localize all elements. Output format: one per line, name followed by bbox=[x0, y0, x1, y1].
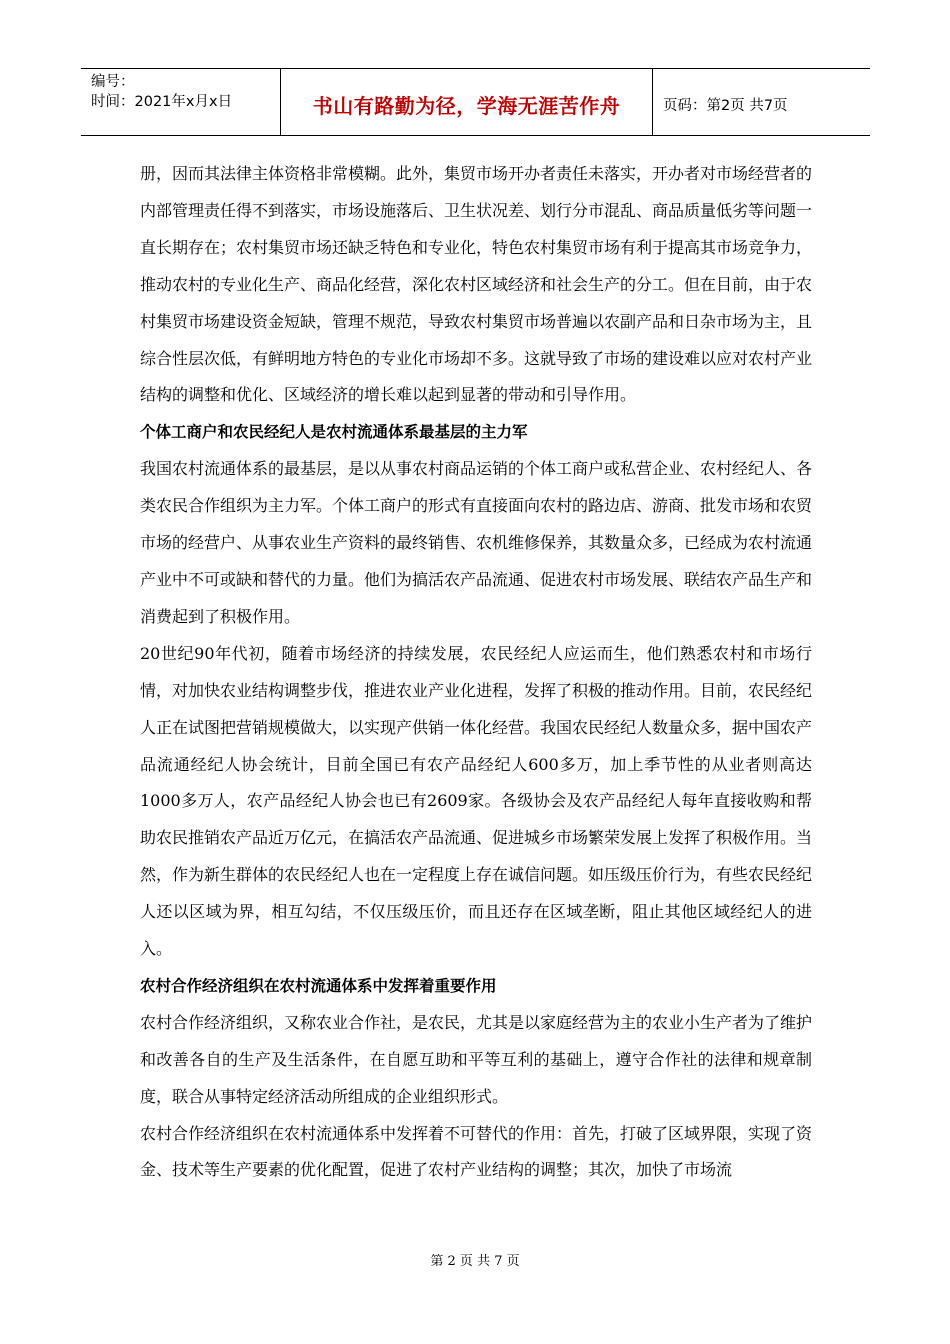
body-paragraph: 册，因而其法律主体资格非常模糊。此外，集贸市场开办者责任未落实，开办者对市场经营者的内部管理责任得不到落实，市场设施落后、卫生状况差、划行分市混乱、商品质量低劣等问题一直长期存在；农村集贸市场还缺乏特色和专业化，特色农村集贸市场有利于提高其市场竞争力，推动农村的专业化生产、商品化经营，深化农村区域经济和社会生产的分工。但在目前，由于农村集贸市场建设资金短缺，管理不规范，导致农村集贸市场普遍以农副产品和日杂市场为主，且综合性层次低，有鲜明地方特色的专业化市场却不多。这就导致了市场的建设难以应对农村产业结构的调整和优化、区域经济的增长难以起到显著的带动和引导作用。 bbox=[140, 164, 813, 405]
document-date: 时间：2021年x月x日 bbox=[91, 94, 233, 110]
body-paragraph: 农村合作经济组织在农村流通体系中发挥着不可替代的作用：首先，打破了区域界限，实现了资金、技术等生产要素的优化配置，促进了农村产业结构的调整；其次，加快了市场流 bbox=[140, 1123, 813, 1180]
body-paragraph: 农村合作经济组织，又称农业合作社，是农民，尤其是以家庭经营为主的农业小生产者为了维护和改善各自的生产及生活条件，在自愿互助和平等互利的基础上，遵守合作社的法律和规章制度，联合从事特定经济活动所组成的企业组织形式。 bbox=[140, 1012, 813, 1106]
header-meta bbox=[81, 69, 281, 135]
document-number: 编号： bbox=[91, 74, 135, 90]
page-footer: 第 2 页 共 7 页 bbox=[430, 1254, 520, 1269]
body-paragraph: 20世纪90年代初，随着市场经济的持续发展，农民经纪人应运而生，他们熟悉农村和市场行情，对加快农业结构调整步伐，推进农业产业化进程，发挥了积极的推动作用。目前，农民经纪人正在试图把营销规模做大，以实现产供销一体化经营。我国农民经纪人数量众多，据中国农产品流通经纪人协会统计，目前全国已有农产品经纪人600多万，加上季节性的从业者则高达1000多万人，农产品经纪人协会也已有2609家。各级协会及农产品经纪人每年直接收购和帮助农民推销农产品近万亿元，在搞活农产品流通、促进城乡市场繁荣发展上发挥了积极作用。当然，作为新生群体的农民经纪人也在一定程度上存在诚信问题。如压级压价行为，有些农民经纪人还以区域为界，相互勾结，不仅压级压价，而且还存在区域垄断，阻止其他区域经纪人的进入。 bbox=[140, 643, 813, 959]
header-motto: 书山有路勤为径，学海无涯苦作舟 bbox=[281, 69, 653, 135]
section-heading: 个体工商户和农民经纪人是农村流通体系最基层的主力军 bbox=[140, 423, 528, 442]
section-heading: 农村合作经济组织在农村流通体系中发挥着重要作用 bbox=[140, 976, 497, 995]
header-page-number: 页码：第2页 共7页 bbox=[663, 97, 788, 114]
page-header bbox=[81, 68, 870, 136]
document-body bbox=[140, 156, 812, 1189]
body-paragraph: 我国农村流通体系的最基层，是以从事农村商品运销的个体工商户或私营企业、农村经纪人、各类农民合作组织为主力军。个体工商户的形式有直接面向农村的路边店、游商、批发市场和农贸市场的经营户、从事农业生产资料的最终销售、农机维修保养，其数量众多，已经成为农村流通产业中不可或缺和替代的力量。他们为搞活农产品流通、促进农村市场发展、联结农产品生产和消费起到了积极作用。 bbox=[140, 459, 813, 626]
